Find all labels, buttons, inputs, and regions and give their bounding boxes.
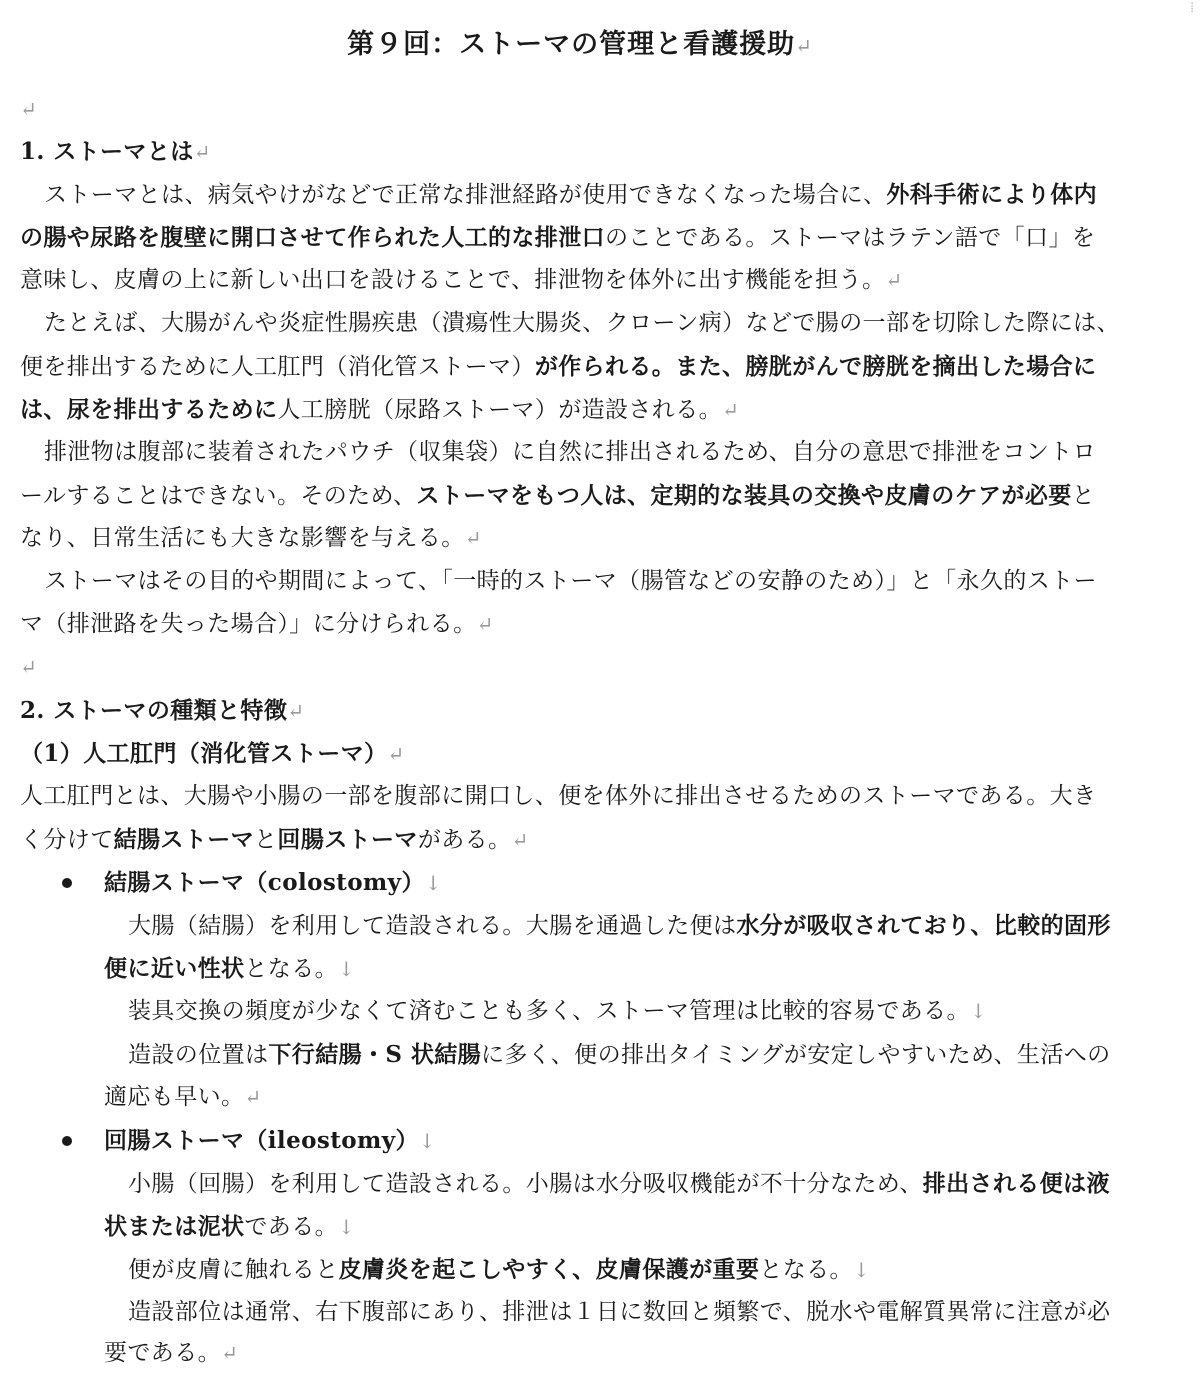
text-run: ストーマとは、病気やけがなどで正常な排泄経路が使用できなくなった場合に、 bbox=[44, 182, 887, 208]
text-run: と bbox=[1071, 483, 1096, 509]
paragraph-line bbox=[104, 1332, 1164, 1375]
text-run: 造設の位置は bbox=[128, 1042, 269, 1068]
paragraph-mark: ↵ bbox=[476, 612, 494, 636]
paragraph-line bbox=[20, 431, 1189, 474]
section-heading-2 bbox=[20, 689, 1165, 733]
text-run: 小腸（回腸）を利用して造設される。小腸は水分吸収機能が不十分なため、 bbox=[128, 1171, 923, 1197]
paragraph-mark: ↵ bbox=[20, 97, 38, 121]
page-edge-mark: ⁞ bbox=[1190, 0, 1194, 16]
text-run: である。 bbox=[244, 1214, 339, 1240]
paragraph-line bbox=[20, 259, 1165, 302]
text-run: 人工膀胱（尿路ストーマ）が造設される。 bbox=[277, 397, 723, 423]
paragraph-line bbox=[104, 1033, 1188, 1077]
document-title bbox=[0, 22, 1160, 61]
paragraph-line bbox=[104, 947, 1164, 991]
line-break-mark: ↓ bbox=[338, 1215, 356, 1239]
bullet-item-colostomy bbox=[104, 861, 1164, 905]
text-run: 排泄物は腹部に装着されたパウチ（収集袋）に自然に排出されるため、自分の意思で排泄をコントロ bbox=[44, 439, 1097, 465]
heading-text: 2. ストーマの種類と特徴 bbox=[20, 697, 288, 724]
section-heading-1 bbox=[20, 130, 1165, 174]
paragraph-line bbox=[104, 1205, 1164, 1249]
bold-run: 排出される便は液 bbox=[922, 1170, 1110, 1197]
paragraph-line bbox=[20, 818, 1165, 862]
text-run: マ（排泄路を失った場合）」に分けられる。 bbox=[20, 611, 477, 637]
paragraph-line bbox=[20, 517, 1165, 560]
paragraph-line bbox=[20, 560, 1189, 603]
paragraph-mark: ↵ bbox=[287, 699, 305, 723]
bold-run: ストーマをもつ人は、定期的な装具の交換や皮膚のケアが必要 bbox=[416, 482, 1072, 509]
subsection-heading bbox=[20, 732, 1165, 776]
paragraph-mark: ↵ bbox=[20, 655, 38, 679]
empty-line bbox=[20, 646, 1165, 689]
text-run: 造設部位は通常、右下腹部にあり、排泄は１日に数回と頻繁で、脱水や電解質異常に注意が必 bbox=[128, 1299, 1111, 1325]
bold-run: 外科手術により体内 bbox=[886, 181, 1098, 208]
line-break-mark: ↓ bbox=[424, 871, 443, 895]
text-run: 大腸（結腸）を利用して造設される。大腸を通過した便は bbox=[128, 913, 737, 939]
paragraph-line bbox=[20, 603, 1165, 646]
subheading-text: （1）人工肛門（消化管ストーマ） bbox=[20, 740, 388, 767]
text-run: 便を排出するために人工肛門（消化管ストーマ） bbox=[20, 354, 535, 380]
paragraph-mark: ↵ bbox=[193, 140, 211, 164]
bullet-label: 回腸ストーマ（ileostomy） bbox=[104, 1127, 419, 1154]
text-run: に多く、便の排出タイミングが安定しやすいため、生活への bbox=[481, 1042, 1111, 1068]
text-run: となる。 bbox=[759, 1257, 853, 1283]
text-run: 便が皮膚に触れると bbox=[128, 1257, 339, 1283]
bold-run: 皮膚炎を起こしやすく、皮膚保護が重要 bbox=[338, 1256, 760, 1283]
text-run: 意味し、皮膚の上に新しい出口を設けることで、排泄物を体外に出す機能を担う。 bbox=[20, 267, 886, 293]
paragraph-line bbox=[20, 345, 1165, 389]
text-run: なり、日常生活にも大きな影響を与える。 bbox=[20, 525, 465, 551]
paragraph-line bbox=[20, 302, 1189, 345]
bold-run: 便に近い性状 bbox=[104, 955, 245, 982]
text-run: と bbox=[254, 827, 278, 853]
text-run: ストーマはその目的や期間によって、「一時的ストーマ（腸管などの安静のため）」と「永久的ストー bbox=[44, 568, 1097, 594]
bold-run: 状または泥状 bbox=[104, 1213, 245, 1240]
text-run: 人工肛門とは、大腸や小腸の一部を腹部に開口し、便を体外に排出させるためのストーマである。大き bbox=[20, 783, 1097, 809]
text-run: 要である。 bbox=[104, 1340, 221, 1366]
paragraph-mark: ↵ bbox=[464, 526, 482, 550]
paragraph-line bbox=[20, 775, 1165, 818]
text-run: 装具交換の頻度が少なくて済むことも多く、ストーマ管理は比較的容易である。 bbox=[128, 998, 970, 1024]
paragraph-mark: ↵ bbox=[387, 742, 405, 766]
heading-text: 1. ストーマとは bbox=[20, 138, 194, 165]
paragraph-mark: ↵ bbox=[244, 1085, 262, 1109]
text-run: く分けて bbox=[20, 827, 114, 853]
bold-run: 水分が吸収されており、比較的固形 bbox=[736, 912, 1111, 939]
paragraph-line bbox=[20, 216, 1165, 260]
bold-run: 下行結腸・S 状結腸 bbox=[268, 1041, 482, 1068]
line-break-mark: ↓ bbox=[852, 1258, 871, 1282]
paragraph-mark: ↵ bbox=[511, 828, 529, 852]
paragraph-line bbox=[20, 474, 1165, 518]
paragraph-line bbox=[104, 1162, 1188, 1206]
bold-run: が作られる。また、膀胱がんで膀胱を摘出した場合に bbox=[534, 353, 1097, 380]
title-text: 第９回：ストーマの管理と看護援助 bbox=[347, 29, 796, 60]
line-break-mark: ↓ bbox=[338, 957, 356, 981]
bold-run: の腸や尿路を腹壁に開口させて作られた人工的な排泄口 bbox=[20, 224, 605, 251]
line-break-mark: ↓ bbox=[418, 1129, 437, 1153]
text-run: 適応も早い。 bbox=[104, 1084, 245, 1110]
bold-run: は、尿を排出するために bbox=[20, 396, 278, 423]
paragraph-line bbox=[20, 388, 1165, 432]
text-run: たとえば、大腸がんや炎症性腸疾患（潰瘍性大腸炎、クローン病）などで腸の一部を切除した際には、 bbox=[44, 310, 1120, 336]
paragraph-line bbox=[104, 1248, 1188, 1292]
bullet-icon bbox=[62, 1136, 72, 1146]
paragraph-mark: ↵ bbox=[722, 398, 740, 422]
text-run: がある。 bbox=[417, 827, 512, 853]
paragraph-line bbox=[104, 1076, 1164, 1119]
paragraph-mark: ↵ bbox=[221, 1341, 239, 1365]
paragraph-mark: ↵ bbox=[885, 268, 903, 292]
bold-run: 結腸ストーマ bbox=[113, 826, 255, 853]
bold-run: 回腸ストーマ bbox=[277, 826, 418, 853]
paragraph-line bbox=[20, 173, 1189, 217]
line-break-mark: ↓ bbox=[969, 999, 988, 1023]
bullet-item-ileostomy bbox=[104, 1119, 1164, 1163]
paragraph-line bbox=[104, 990, 1188, 1033]
paragraph-line bbox=[104, 904, 1188, 948]
text-run: ールすることはできない。そのため、 bbox=[20, 483, 417, 509]
empty-line bbox=[20, 88, 1165, 131]
text-run: のことである。ストーマはラテン語で「口」を bbox=[605, 225, 1096, 251]
paragraph-mark: ↵ bbox=[795, 34, 813, 58]
bullet-label: 結腸ストーマ（colostomy） bbox=[104, 869, 425, 896]
text-run: となる。 bbox=[244, 956, 339, 982]
paragraph-line bbox=[104, 1291, 1188, 1334]
bullet-icon bbox=[62, 878, 72, 888]
